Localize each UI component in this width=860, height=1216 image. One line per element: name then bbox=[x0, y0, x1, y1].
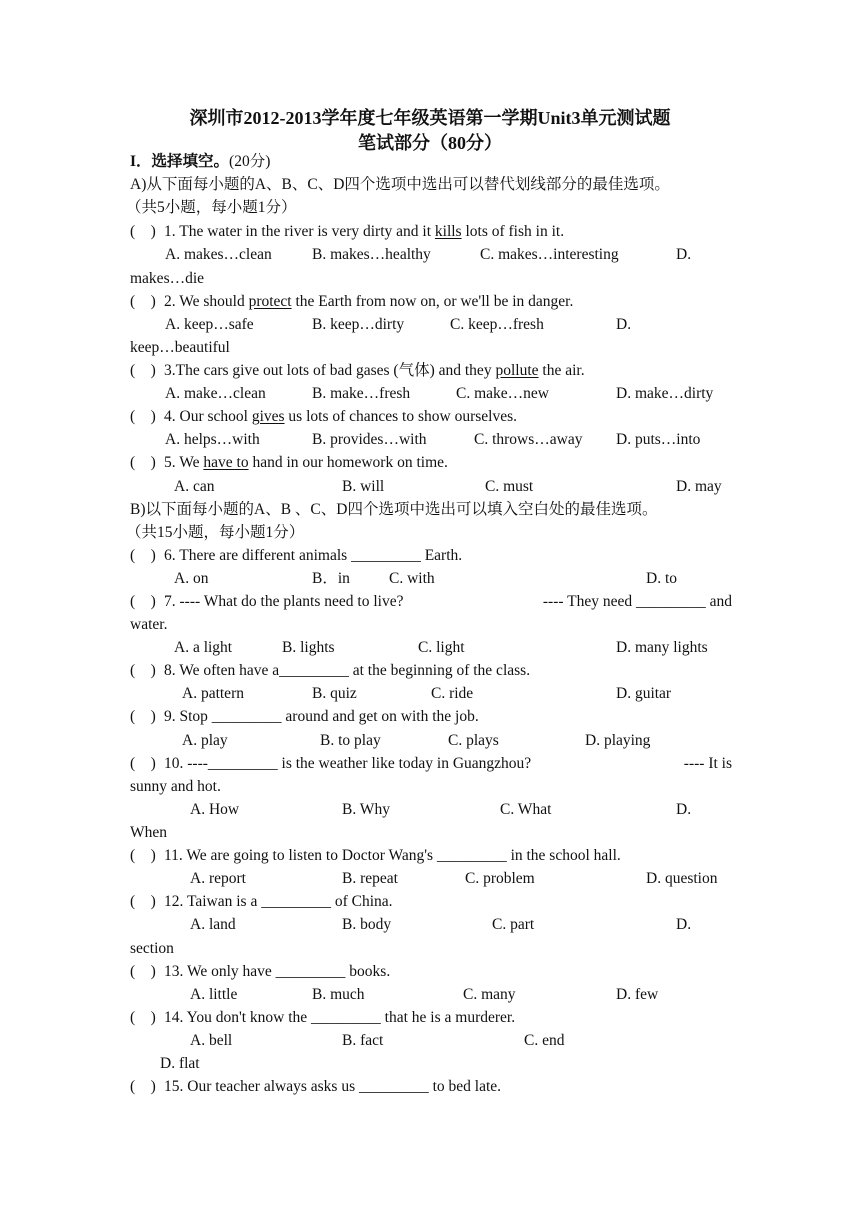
option-a: A. land bbox=[190, 916, 236, 933]
question-12: ( ) 12. Taiwan is a _________ of China. bbox=[130, 893, 393, 910]
option-c: C. light bbox=[418, 639, 465, 656]
option-a: A. a light bbox=[174, 639, 233, 656]
answer-blank[interactable]: ( ) bbox=[130, 223, 156, 240]
option-d: D. guitar bbox=[616, 685, 672, 702]
answer-blank[interactable]: ( ) bbox=[130, 408, 156, 425]
page-subtitle: 笔试部分（80分） bbox=[358, 133, 502, 153]
question-2: ( ) 2. We should protect the Earth from now on, or we'll be in danger. bbox=[130, 293, 574, 310]
option-d: D. playing bbox=[585, 732, 651, 749]
answer-blank[interactable]: ( ) bbox=[130, 662, 156, 679]
option-c: C. keep…fresh bbox=[450, 316, 544, 333]
question-10: ( ) 10. ----_________ is the weather like today in Guangzhou? ---- It is bbox=[130, 755, 732, 772]
option-d: D. question bbox=[646, 870, 718, 887]
option-b: B. quiz bbox=[312, 685, 357, 702]
option-c: C. What bbox=[500, 801, 552, 818]
option-c: C. problem bbox=[465, 870, 535, 887]
option-b: B. lights bbox=[282, 639, 335, 656]
option-b: B. provides…with bbox=[312, 431, 427, 448]
section-heading bbox=[130, 152, 270, 172]
option-d: D. bbox=[616, 316, 632, 333]
option-a: A. make…clean bbox=[165, 385, 266, 402]
answer-blank[interactable]: ( ) bbox=[130, 755, 156, 772]
question-7: ( ) 7. ---- What do the plants need to live? ---- They need _________ and bbox=[130, 593, 732, 610]
option-d: D. many lights bbox=[616, 639, 708, 656]
option-a: A. little bbox=[190, 986, 238, 1003]
question-4: ( ) 4. Our school gives us lots of chances to show ourselves. bbox=[130, 408, 518, 425]
option-a: A. makes…clean bbox=[165, 246, 272, 263]
option-d-wrap: section bbox=[130, 940, 174, 957]
option-a: A. pattern bbox=[182, 685, 244, 702]
question-wrap: water. bbox=[130, 616, 168, 633]
option-c: C. end bbox=[524, 1032, 565, 1049]
option-d: D. bbox=[676, 246, 692, 263]
option-a: A. keep…safe bbox=[165, 316, 254, 333]
page-title: 深圳市2012-2013学年度七年级英语第一学期Unit3单元测试题 bbox=[189, 108, 671, 128]
option-a: A. on bbox=[174, 570, 209, 587]
option-d: D. few bbox=[616, 986, 659, 1003]
underlined-word: protect bbox=[248, 293, 292, 310]
option-c: C. ride bbox=[431, 685, 474, 702]
option-a: A. can bbox=[174, 478, 215, 495]
section-label: I．选择填空。 bbox=[130, 153, 230, 170]
answer-blank[interactable]: ( ) bbox=[130, 847, 156, 864]
option-c: C. many bbox=[463, 986, 516, 1003]
question-13: ( ) 13. We only have _________ books. bbox=[130, 963, 391, 980]
option-a: A. helps…with bbox=[165, 431, 260, 448]
question-1: ( ) 1. The water in the river is very dirty and it kills lots of fish in it. bbox=[130, 223, 565, 240]
part-b-instruction: B)以下面每小题的A、B 、C、D四个选项中选出可以填入空白处的最佳选项。 bbox=[130, 501, 658, 518]
option-d: D. make…dirty bbox=[616, 385, 714, 402]
option-a: A. play bbox=[182, 732, 228, 749]
option-a: A. report bbox=[190, 870, 246, 887]
option-d: D. bbox=[676, 801, 692, 818]
option-d: D. flat bbox=[160, 1055, 200, 1072]
option-b: B. makes…healthy bbox=[312, 246, 431, 263]
option-d-wrap: When bbox=[130, 824, 168, 841]
option-b: B. Why bbox=[342, 801, 390, 818]
question-8: ( ) 8. We often have a_________ at the beginning of the class. bbox=[130, 662, 531, 679]
question-3: ( ) 3.The cars give out lots of bad gases (气体) and they pollute the air. bbox=[130, 362, 585, 379]
part-b-note: （共15小题，每小题1分） bbox=[126, 524, 305, 541]
answer-blank[interactable]: ( ) bbox=[130, 547, 156, 564]
question-9: ( ) 9. Stop _________ around and get on with the job. bbox=[130, 708, 479, 725]
option-a: A. bell bbox=[190, 1032, 233, 1049]
question-6: ( ) 6. There are different animals _________ Earth. bbox=[130, 547, 463, 564]
answer-blank[interactable]: ( ) bbox=[130, 593, 156, 610]
option-c: C. plays bbox=[448, 732, 499, 749]
section-points: (20分) bbox=[229, 153, 271, 170]
option-b: B．in bbox=[312, 570, 350, 587]
option-d: D. to bbox=[646, 570, 677, 587]
option-c: C. throws…away bbox=[474, 431, 583, 448]
question-5: ( ) 5. We have to hand in our homework on time. bbox=[130, 454, 448, 471]
option-b: B. repeat bbox=[342, 870, 398, 887]
option-b: B. keep…dirty bbox=[312, 316, 405, 333]
answer-blank[interactable]: ( ) bbox=[130, 963, 156, 980]
answer-blank[interactable]: ( ) bbox=[130, 454, 156, 471]
option-d-wrap: keep…beautiful bbox=[130, 339, 230, 356]
underlined-word: gives bbox=[251, 408, 285, 425]
question-wrap: sunny and hot. bbox=[130, 778, 221, 795]
option-d: D. bbox=[676, 916, 692, 933]
option-b: B. to play bbox=[320, 732, 381, 749]
question-14: ( ) 14. You don't know the _________ that he is a murderer. bbox=[130, 1009, 516, 1026]
option-b: B. body bbox=[342, 916, 392, 933]
option-c: C. part bbox=[492, 916, 535, 933]
option-b: B. make…fresh bbox=[312, 385, 411, 402]
option-b: B. will bbox=[342, 478, 385, 495]
option-a: A. How bbox=[190, 801, 240, 818]
answer-blank[interactable]: ( ) bbox=[130, 1009, 156, 1026]
option-b: B. fact bbox=[342, 1032, 384, 1049]
underlined-word: have to bbox=[203, 454, 249, 471]
option-c: C. with bbox=[389, 570, 435, 587]
answer-blank[interactable]: ( ) bbox=[130, 1078, 156, 1095]
answer-blank[interactable]: ( ) bbox=[130, 362, 156, 379]
option-d: D. puts…into bbox=[616, 431, 701, 448]
answer-blank[interactable]: ( ) bbox=[130, 708, 156, 725]
part-a-note: （共5小题，每小题1分） bbox=[126, 199, 297, 216]
option-d-wrap: makes…die bbox=[130, 270, 205, 287]
answer-blank[interactable]: ( ) bbox=[130, 893, 156, 910]
answer-blank[interactable]: ( ) bbox=[130, 293, 156, 310]
underlined-word: pollute bbox=[495, 362, 539, 379]
part-a-instruction: A)从下面每小题的A、B、C、D四个选项中选出可以替代划线部分的最佳选项。 bbox=[130, 176, 670, 193]
question-11: ( ) 11. We are going to listen to Doctor Wang's _________ in the school hall. bbox=[130, 847, 621, 864]
option-b: B. much bbox=[312, 986, 365, 1003]
question-15: ( ) 15. Our teacher always asks us _________ to bed late. bbox=[130, 1078, 502, 1095]
underlined-word: kills bbox=[434, 223, 462, 240]
option-c: C. make…new bbox=[456, 385, 549, 402]
option-c: C. makes…interesting bbox=[480, 246, 619, 263]
option-d: D. may bbox=[676, 478, 722, 495]
option-c: C. must bbox=[485, 478, 534, 495]
